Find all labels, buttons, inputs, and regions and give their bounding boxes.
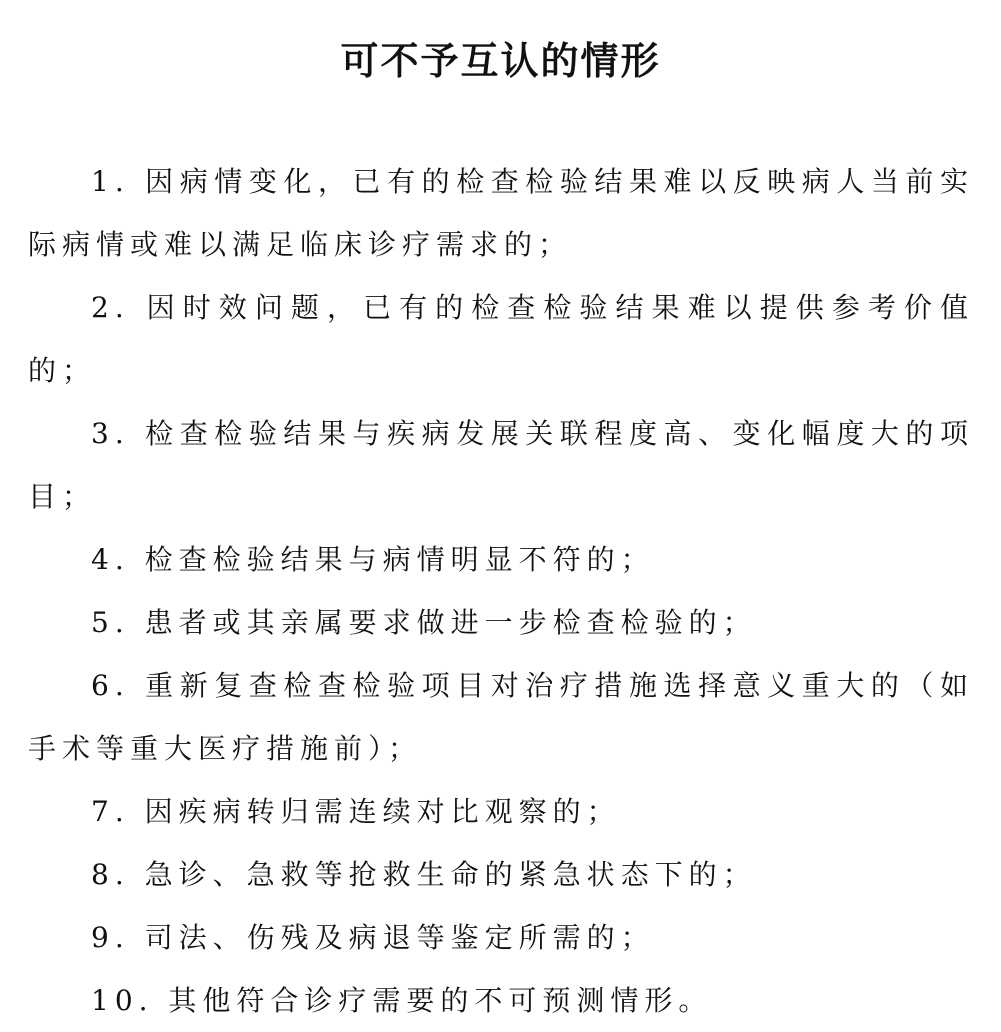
list-item: 6. 重新复查检查检验项目对治疗措施选择意义重大的（如手术等重大医疗措施前）； [28, 669, 974, 765]
list-item: 4. 检查检验结果与病情明显不符的； [91, 543, 655, 576]
list-item: 8. 急诊、急救等抢救生命的紧急状态下的； [91, 858, 757, 891]
document-body [28, 150, 974, 1032]
list-item: 5. 患者或其亲属要求做进一步检查检验的； [91, 606, 757, 639]
list-item: 9. 司法、伤残及病退等鉴定所需的； [91, 921, 655, 954]
list-item: 2. 因时效问题，已有的检查检验结果难以提供参考价值的； [28, 291, 974, 387]
document-title: 可不予互认的情形 [340, 39, 661, 83]
list-item: 1. 因病情变化，已有的检查检验结果难以反映病人当前实际病情或难以满足临床诊疗需求的； [28, 165, 974, 261]
list-item: 7. 因疾病转归需连续对比观察的； [91, 795, 621, 828]
list-item: 3. 检查检验结果与疾病发展关联程度高、变化幅度大的项目； [28, 417, 974, 513]
list-item: 10. 其他符合诊疗需要的不可预测情形。 [91, 984, 713, 1017]
